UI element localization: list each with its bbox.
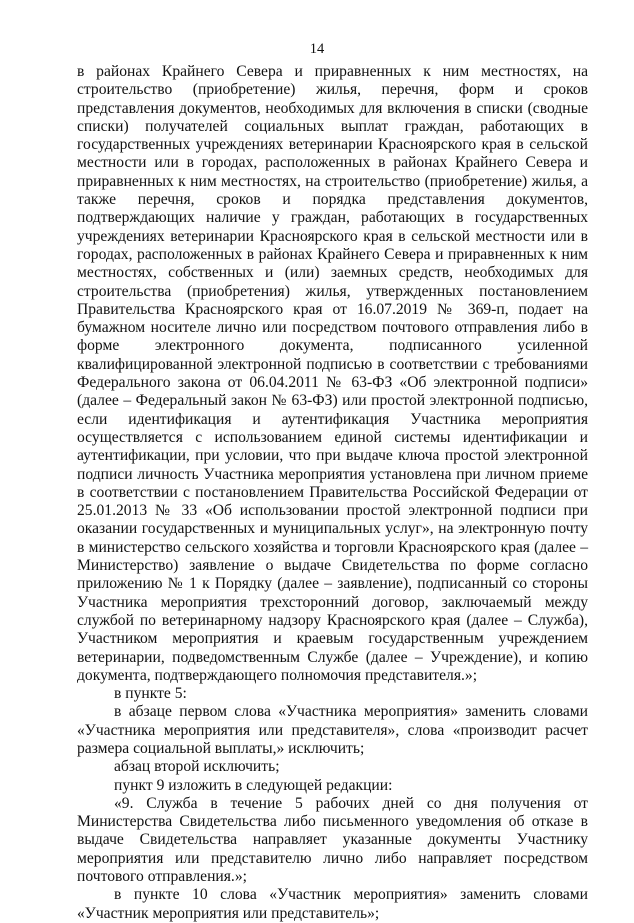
page-number: 14 [309,41,325,57]
paragraph-point-5: в пункте 5: [114,685,187,703]
paragraph-second-abzac: абзац второй исключить; [114,758,280,776]
document-body [77,63,588,923]
paragraph-point-10: в пункте 10 слова «Участник мероприятия» заменить словами «Участник мероприятия или представитель»; [77,886,588,922]
paragraph-point-9-intro: пункт 9 изложить в следующей редакции: [114,776,393,794]
paragraph-continuation: в районах Крайнего Севера и приравненных к ним местностях, на строительство (приобретение) жилья, перечня, форм и сроков представления документов, необходимых для включения в списки (сводные списки) получателей социальных выплат граждан, работающих в государственных учреждениях ветеринарии Красноярского края в сельской местности или в городах, расположенных в районах Крайнего Севера и приравненных к ним местностях, на строительство (приобретение) жилья, а также перечня, сроков и порядка представления документов, подтверждающих наличие у граждан, работающих в государственных учреждениях ветеринарии Красноярского края в сельской местности или в городах, расположенных в районах Крайнего Севера и приравненных к ним местностях, собственных и (или) заемных средств, необходимых для строительства (приобретения) жилья, утвержденных постановлением Правительства Красноярского края от 16.07.2019 № 369-п, подает на бумажном носителе лично или посредством почтового отправления либо в форме электронного документа, подписанного усиленной квалифицированной электронной подписью в соответствии с требованиями Федерального закона от 06.04.2011 № 63-ФЗ «Об электронной подписи» (далее – Федеральный закон № 63-ФЗ) или простой электронной подписью, если идентификация и аутентификация Участника мероприятия осуществляется с использованием единой системы идентификации и аутентификации, при условии, что при выдаче ключа простой электронной подписи личность Участника мероприятия установлена при личном приеме в соответствии с постановлением Правительства Российской Федерации от 25.01.2013 № 33 «Об использовании простой электронной подписи при оказании государственных и муниципальных услуг», на электронную почту в министерство сельского хозяйства и торговли Красноярского края (далее – Министерство) заявление о выдаче Свидетельства по форме согласно приложению № 1 к Порядку (далее – заявление), подписанный со стороны Участника мероприятия трехсторонний договор, заключаемый между службой по ветеринарному надзору Красноярского края (далее – Служба), Участником мероприятия и краевым государственным учреждением ветеринарии, подведомственным Службе (далее – Учреждение), и копию документа, подтверждающего полномочия представителя.»; [77,63,588,684]
paragraph-first-abzac: в абзаце первом слова «Участника мероприятия» заменить словами «Участника мероприятия или представителя», слова «производит расчет размера социальной выплаты,» исключить; [77,703,588,757]
paragraph-point-9-text: «9. Служба в течение 5 рабочих дней со дня получения от Министерства Свидетельства либо письменного уведомления об отказе в выдаче Свидетельства направляет указанные документы Участнику мероприятия или представителю лично либо направляет посредством почтового отправления.»; [77,794,588,886]
